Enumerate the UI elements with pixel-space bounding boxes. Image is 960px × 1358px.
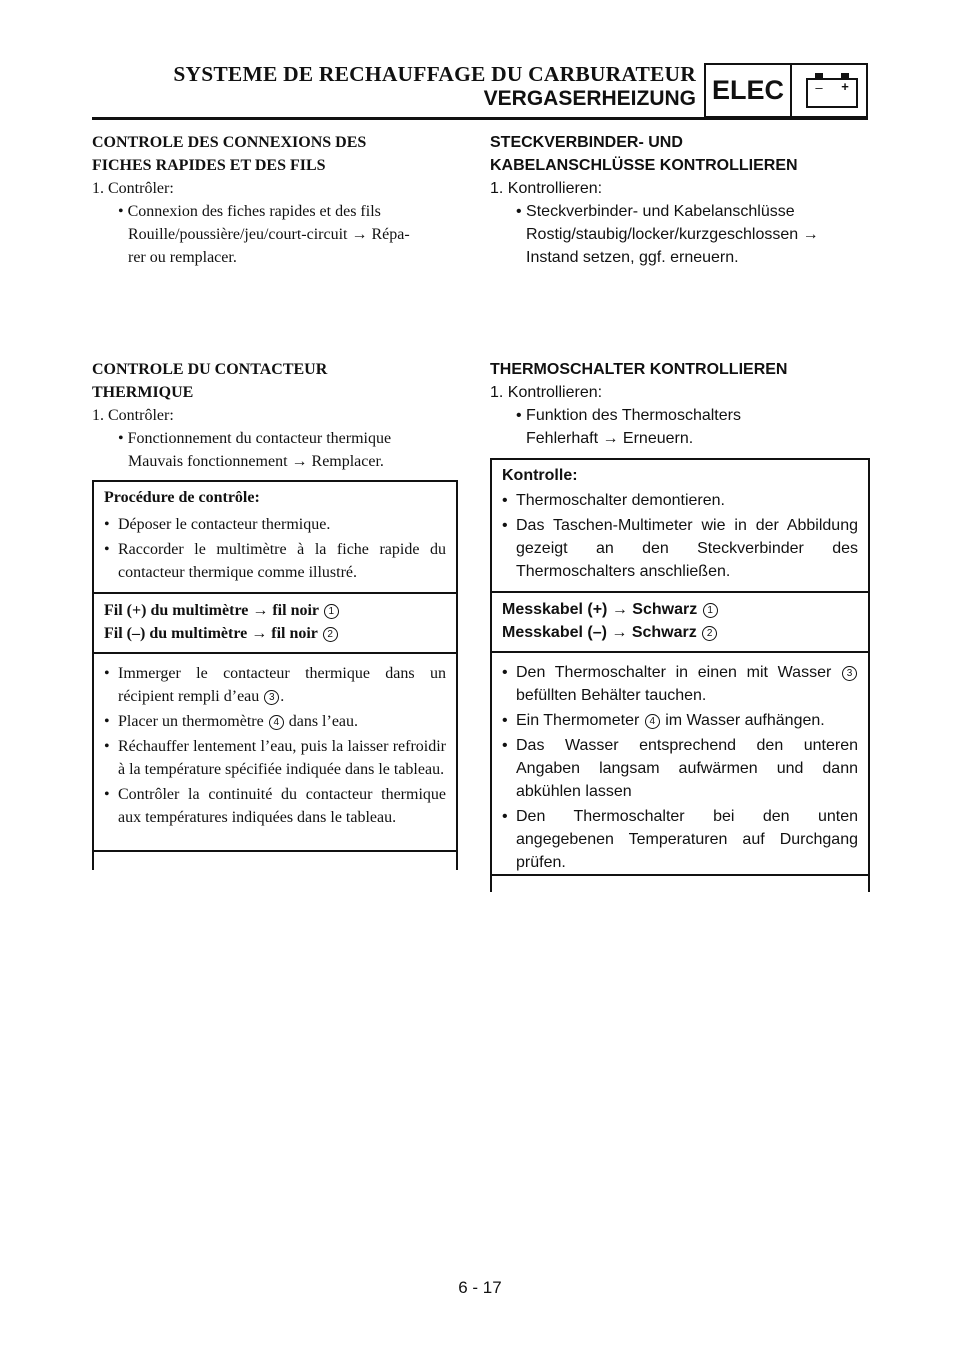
de-box-item-1: • Thermoschalter demontieren. <box>502 489 858 512</box>
fr-box-lead-1: Fil (+) du multimètre → fil noir 1 <box>104 599 446 622</box>
battery-icon <box>801 71 863 111</box>
fr-s2-heading-1: CONTROLE DU CONTACTEUR <box>92 361 328 378</box>
callout-4: 4 <box>645 714 660 729</box>
fr-box-item-1: • Déposer le contacteur thermique. <box>104 513 446 536</box>
section-badge-divider <box>790 65 792 116</box>
page-number: 6 - 17 <box>458 1278 502 1297</box>
de-s1-step: 1. Kontrollieren: <box>490 180 603 197</box>
de-s1-heading-1: STECKVERBINDER- UND <box>490 134 683 151</box>
callout-2: 2 <box>702 626 717 641</box>
de-box-step-4: • Den Thermoschalter bei den unten angegebenen Temperaturen auf Durchgang prüfen. <box>502 805 858 874</box>
fr-s2-step: 1. Contrôler: <box>92 407 174 424</box>
fr-s2-bullet: • Fonctionnement du contacteur thermique <box>118 430 392 447</box>
fr-procedure-box <box>92 480 458 870</box>
header-title-de: VERGASERHEIZUNG <box>483 87 696 110</box>
de-s1-sub-1: Rostig/staubig/locker/kurzgeschlossen → <box>526 226 819 243</box>
de-box-lead-1: Messkabel (+) → Schwarz 1 <box>502 598 858 621</box>
de-box-step-3: • Das Wasser entsprechend den unteren Angaben langsam aufwärmen und dann abkühlen lassen <box>502 734 858 803</box>
de-procedure-box <box>490 458 870 892</box>
fr-box-lead-2: Fil (–) du multimètre → fil noir 2 <box>104 622 446 645</box>
battery-plus: + <box>841 79 849 94</box>
callout-3: 3 <box>264 690 279 705</box>
de-s1-sub-2: Instand setzen, ggf. erneuern. <box>526 249 739 266</box>
de-s2-step: 1. Kontrollieren: <box>490 384 603 401</box>
fr-box-item-2: • Raccorder le multimètre à la fiche rapide du contacteur thermique comme illustré. <box>104 538 446 584</box>
callout-4: 4 <box>269 715 284 730</box>
fr-section-contacteur <box>92 358 456 473</box>
fr-s1-heading-2: FICHES RAPIDES ET DES FILS <box>92 157 326 174</box>
de-s2-heading-1: THERMOSCHALTER KONTROLLIEREN <box>490 361 788 378</box>
callout-1: 1 <box>703 603 718 618</box>
de-box-step-1: • Den Thermoschalter in einen mit Wasser 3 befüllten Behälter tauchen. <box>502 661 858 707</box>
de-s1-bullet: • Steckverbinder- und Kabelanschlüsse <box>516 203 795 220</box>
fr-s2-heading-2: THERMIQUE <box>92 384 194 401</box>
callout-1: 1 <box>324 604 339 619</box>
de-box-item-2: • Das Taschen-Multimeter wie in der Abbildung gezeigt an den Steckverbinder des Thermoschalters anschließen. <box>502 514 858 583</box>
de-s2-sub-1: Fehlerhaft → Erneuern. <box>526 430 694 447</box>
fr-s2-sub-1: Mauvais fonctionnement → Remplacer. <box>128 453 384 470</box>
de-box-step-2: • Ein Thermometer 4 im Wasser aufhängen. <box>502 709 858 732</box>
battery-minus: – <box>815 80 823 95</box>
fr-box-step-3: • Réchauffer lentement l’eau, puis la laisser refroidir à la température spécifiée indiquée dans le tableau. <box>104 735 446 781</box>
de-section-thermoschalter <box>490 358 868 450</box>
callout-2: 2 <box>323 627 338 642</box>
fr-box-step-2: • Placer un thermomètre 4 dans l’eau. <box>104 710 446 733</box>
de-s2-bullet: • Funktion des Thermoschalters <box>516 407 741 424</box>
header-title-fr: SYSTEME DE RECHAUFFAGE DU CARBURATEUR <box>173 62 696 86</box>
de-box-title: Kontrolle: <box>502 467 578 484</box>
fr-s1-bullet: • Connexion des fiches rapides et des fils <box>118 203 381 220</box>
fr-box-separator-3 <box>94 850 456 852</box>
de-box-lead-2: Messkabel (–) → Schwarz 2 <box>502 621 858 644</box>
de-box-separator-3 <box>492 874 868 876</box>
fr-s1-heading-1: CONTROLE DES CONNEXIONS DES <box>92 134 367 151</box>
fr-s1-step: 1. Contrôler: <box>92 180 174 197</box>
fr-s1-sub-1: Rouille/poussière/jeu/court-circuit → Répa- <box>128 226 410 243</box>
fr-s1-sub-2: rer ou remplacer. <box>128 249 237 266</box>
fr-box-title: Procédure de contrôle: <box>104 489 260 506</box>
de-s1-heading-2: KABELANSCHLÜSSE KONTROLLIEREN <box>490 157 798 174</box>
callout-3: 3 <box>842 666 857 681</box>
fr-section-connexions <box>92 131 456 269</box>
de-section-steckverbinder <box>490 131 868 269</box>
fr-box-step-4: • Contrôler la continuité du contacteur thermique aux températures indiquées dans le tableau. <box>104 783 446 829</box>
section-badge <box>704 63 868 118</box>
section-badge-label: ELEC <box>711 75 784 105</box>
fr-box-step-1: • Immerger le contacteur thermique dans un récipient rempli d’eau 3 . <box>104 662 446 708</box>
